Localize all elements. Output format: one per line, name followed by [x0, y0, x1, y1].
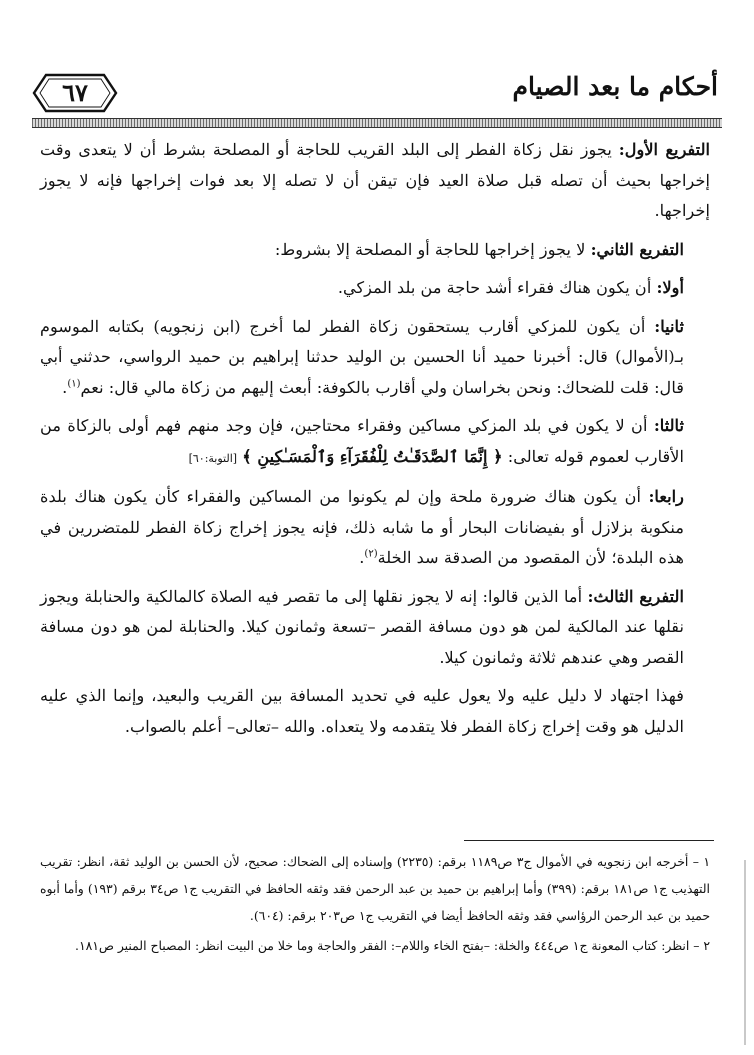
paragraph-text: أما الذين قالوا: إنه لا يجوز نقلها إلى ما تقصر فيه الصلاة كالمالكية والحنابلة ويجوز نقلها عند المالكية لمن هو دون مسافة القصر –تسعة وثمانون كيلا. والحنابلة لمن هو دون مسافة القصر وهي عندهم ثلاثة وثمانون كيلا.: [40, 586, 684, 667]
paragraph-text: فهذا اجتهاد لا دليل عليه ولا يعول عليه في تحديد المسافة بين القريب والبعيد، وإنما الذي عليه الدليل هو وقت إخراج زكاة الفطر فلا يتقدمه ولا يتعداه. والله –تعالى– أعلم بالصواب.: [40, 686, 684, 736]
paragraph-second-branch: [40, 235, 710, 266]
footnote-1: [40, 848, 710, 929]
section-label: التفريع الثاني:: [590, 239, 684, 259]
section-label: التفريع الثالث:: [587, 586, 684, 606]
running-title: أحكام ما بعد الصيام: [512, 72, 718, 101]
scan-edge-mark: [744, 860, 746, 1045]
sentence-end: .: [62, 377, 68, 397]
paragraph-text: أن يكون هناك ضرورة ملحة وإن لم يكونوا من المساكين والفقراء كأن يكون هناك بلدة منكوبة بزلازل أو بفيضانات البحار أو ما شابه ذلك، فإنه يجوز إخراج زكاة الفطر للمتضررين في هذه البلدة؛ لأن المقصود من الصدقة سد الخلة: [40, 487, 684, 567]
paragraph-condition-1: [40, 273, 710, 304]
footnote-text: ٢ – انظر: كتاب المعونة ج١ ص٤٤٤ والخلة: –بفتح الخاء واللام–: الفقر والحاجة وما خلا من البيت انظر: المصباح المنير ص١٨١.: [74, 938, 710, 953]
quran-verse: ﴿ إِنَّمَا ٱلصَّدَقَـٰتُ لِلْفُقَرَآءِ وَٱلْمَسَـٰكِينِ ﴾: [242, 446, 503, 466]
paragraph-condition-3: [40, 411, 710, 474]
paragraph-text: لا يجوز إخراجها للحاجة أو المصلحة إلا بشروط:: [274, 239, 591, 259]
condition-label: ثالثا:: [653, 416, 684, 435]
paragraph-condition-4: [40, 482, 710, 574]
footnote-text: ١ – أخرجه ابن زنجويه في الأموال ج٣ ص١١٨٩ برقم: (٢٢٣٥) وإسناده إلى الضحاك: صحيح، لأن الحسن بن الوليد ثقة، انظر: تقريب التهذيب ج١ ص١٨١ برقم: (٣٩٩) وأما إبراهيم بن حميد بن عبد الرحمن فقد وثقه الحافظ في التقريب ج١ ص٣٤ برقم (١٩٣): [40, 854, 711, 896]
condition-label: أولا:: [656, 278, 684, 297]
page-number-frame: [32, 72, 118, 114]
header-divider: [32, 118, 722, 128]
footnote-separator: [464, 840, 714, 841]
page-number: ٦٧: [62, 78, 88, 107]
paragraph-text: أن يكون للمزكي أقارب يستحقون زكاة الفطر لما أخرج (ابن زنجويه) بكتابه الموسوم بـ(الأموال) قال: أخبرنا حميد أنا الحسين بن الوليد حدثنا إبراهيم بن حميد الرواسي، حدثني أبي قال: قلت للضحاك: ونحن بخراسان ولي أقارب بالكوفة: أبعث إليهم من زكاة مالي قال: نعم: [40, 316, 684, 397]
main-text: [40, 135, 710, 750]
footnote-2: [40, 932, 710, 959]
footnote-text: وأما أبوه حميد بن عبد الرحمن الرؤاسي فقد وثقه الحافظ أيضا في التقريب ج١ ص٢٠٣ برقم: (٦٠٤).: [40, 881, 710, 923]
page-header: [32, 64, 722, 118]
condition-label: رابعا:: [648, 487, 684, 506]
paragraph-conclusion: [40, 681, 710, 742]
condition-label: ثانيا:: [654, 316, 684, 336]
paragraph-text: أن يكون هناك فقراء أشد حاجة من بلد المزكي.: [337, 278, 657, 297]
paragraph-third-branch: [40, 582, 710, 674]
paragraph-text: يجوز نقل زكاة الفطر إلى البلد القريب للحاجة أو المصلحة بشرط أن لا يتعدى وقت إخراجها بحيث أن تصله قبل صلاة العيد فإن تيقن أن لا تصله إلا بعد فوات إخراجها فإنه لا يجوز إخراجها.: [40, 140, 710, 220]
paragraph-text: أن لا يكون في بلد المزكي مساكين وفقراء محتاجين، فإن وجد منهم فهم أولى بالزكاة من الأقارب لعموم قوله تعالى:: [40, 416, 684, 466]
verse-reference: [التوبة:٦٠]: [188, 451, 238, 465]
footnote-marker[interactable]: (١): [67, 378, 81, 390]
footnotes: [40, 848, 710, 962]
paragraph-condition-2: [40, 312, 710, 404]
footnote-marker[interactable]: (٢): [364, 548, 378, 560]
section-label: التفريع الأول:: [618, 140, 711, 159]
sentence-end: .: [359, 548, 365, 567]
paragraph-first-branch: [40, 135, 710, 227]
